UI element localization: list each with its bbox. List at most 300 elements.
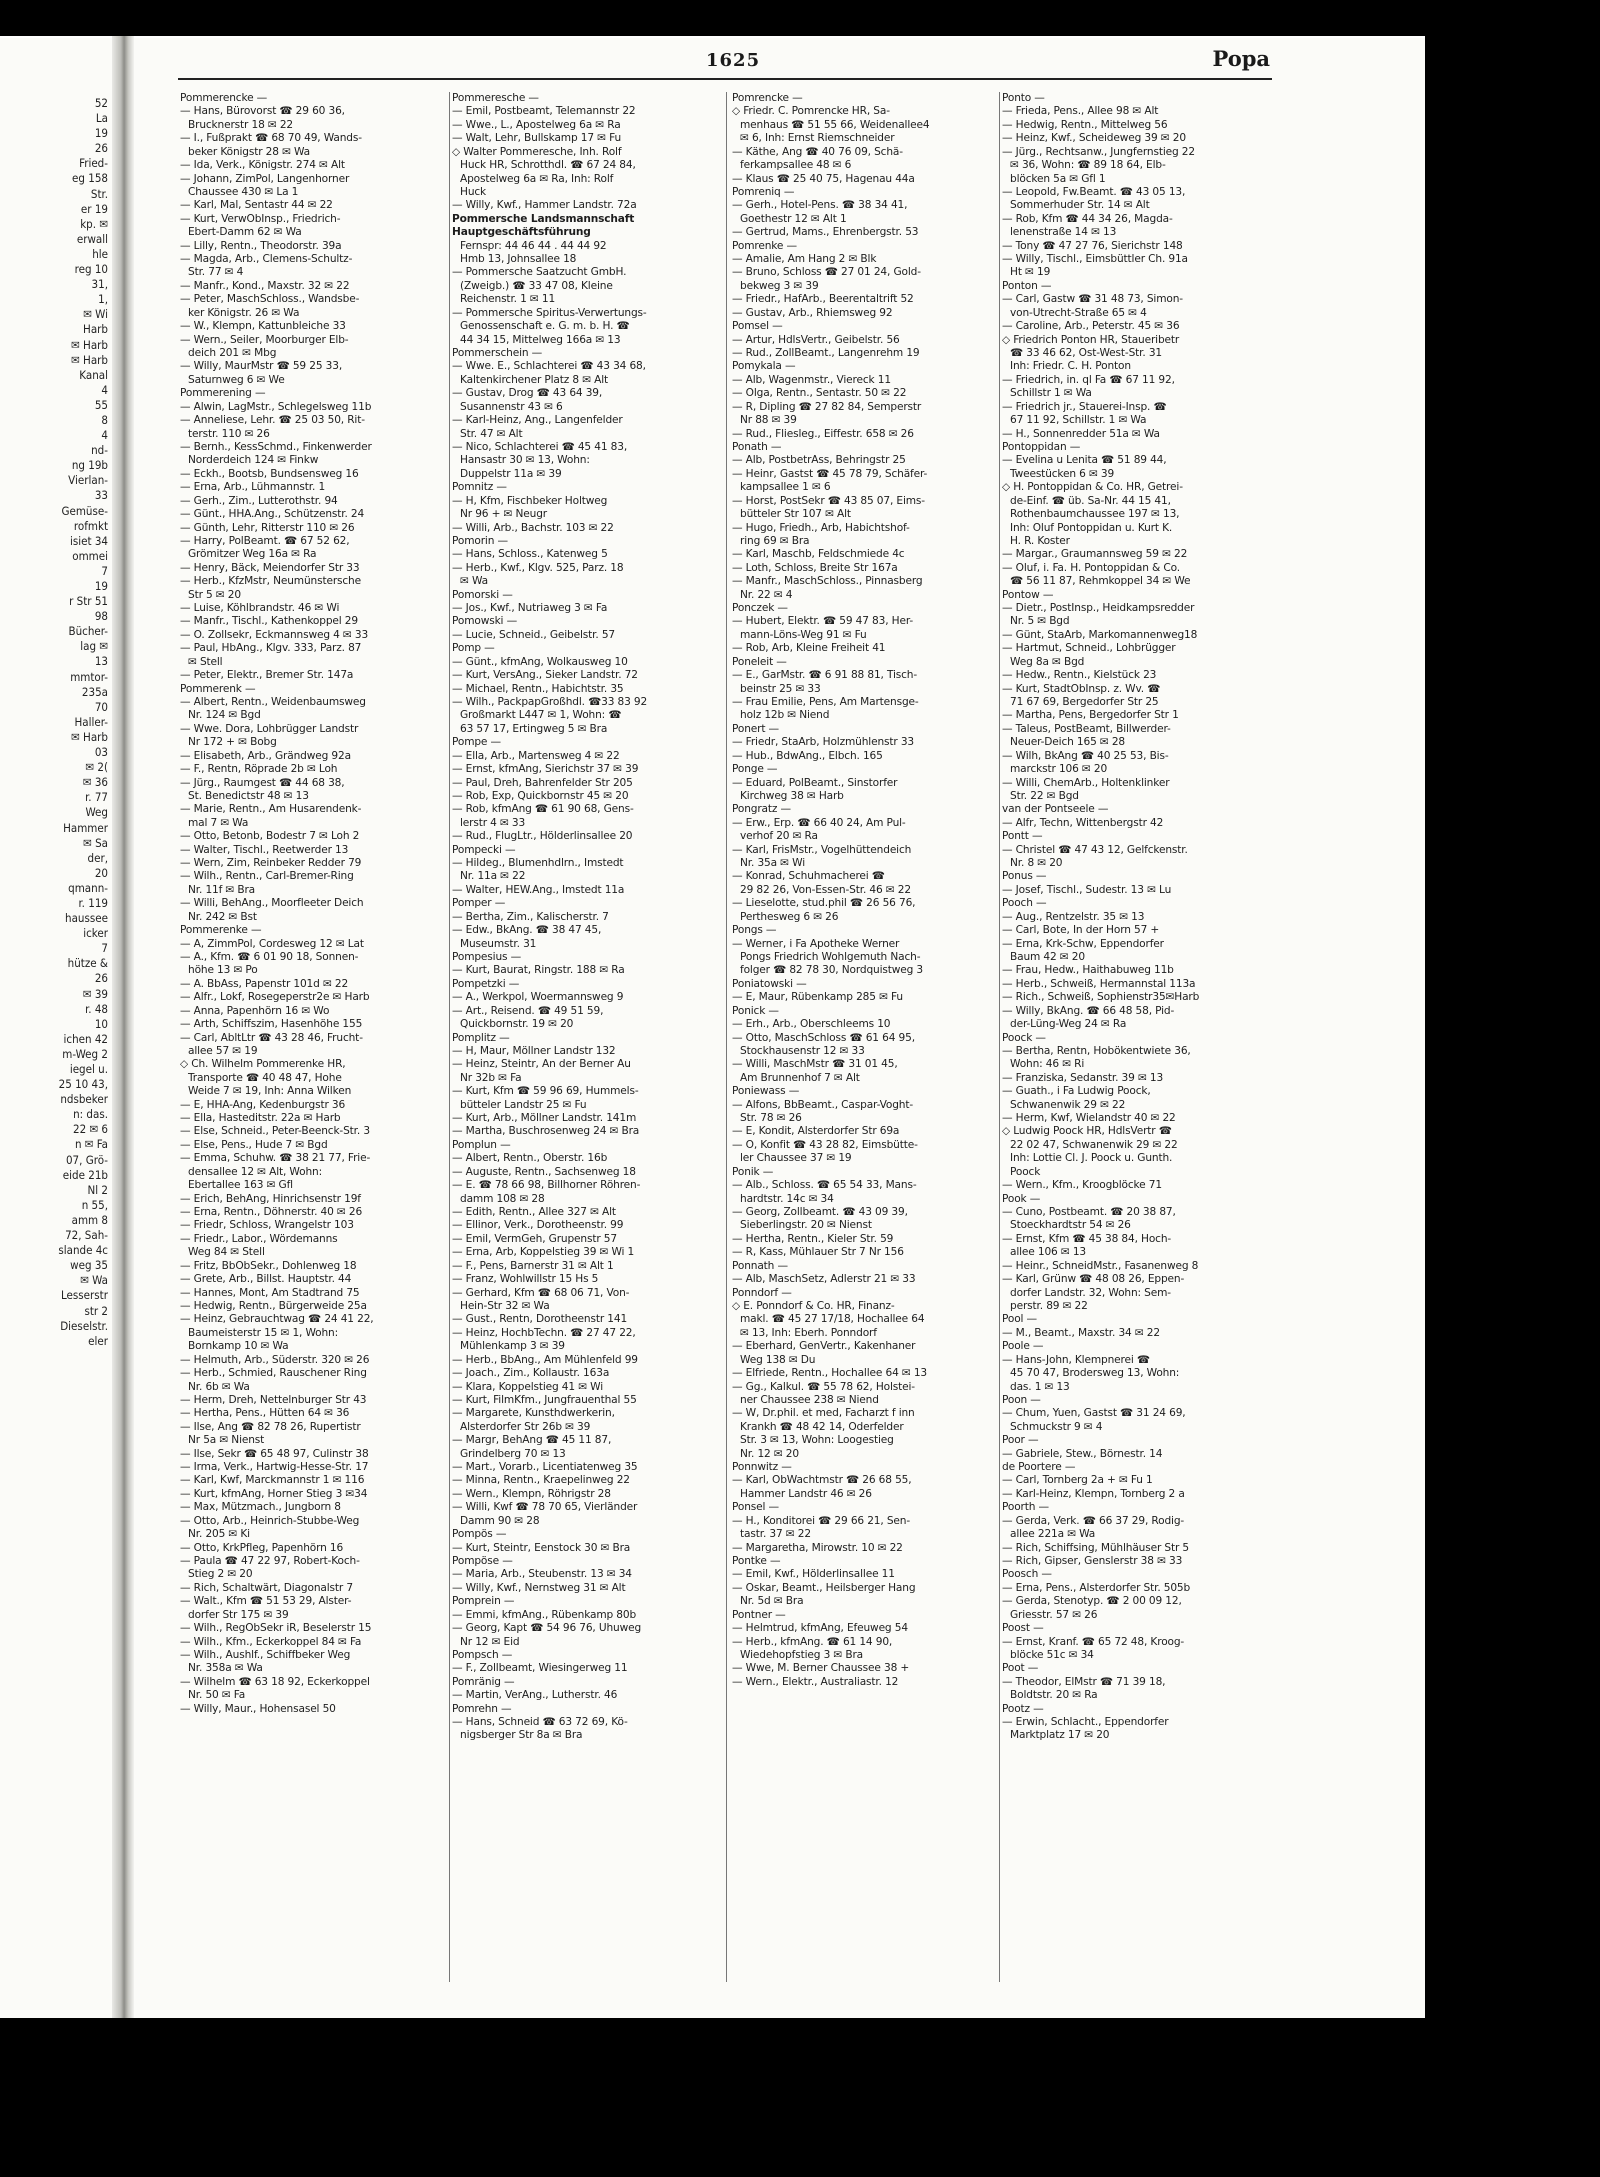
directory-entry-line: — Artur, HdlsVertr., Geibelstr. 56 [732, 333, 900, 346]
directory-entry-line: — Cuno, Postbeamt. ☎ 20 38 87, [1002, 1206, 1176, 1219]
directory-entry-line: — Otto, Arb., Heinrich-Stubbe-Weg [180, 1514, 360, 1527]
previous-page-fragment: ng 19b [71, 458, 108, 473]
surname-heading: Ponick — [732, 1004, 779, 1017]
directory-entry-line: Rothenbaumchaussee 197 ✉ 13, [1010, 508, 1180, 521]
directory-entry-line: — Marie, Rentn., Am Husarendenk- [180, 803, 362, 816]
directory-entry-line: — Karl, ObWachtmstr ☎ 26 68 55, [732, 1474, 912, 1487]
directory-entry-line: Schillstr 1 ✉ Wa [1010, 387, 1092, 400]
previous-page-fragment: Harb [83, 322, 108, 337]
directory-entry-line: Pongs Friedrich Wohlgemuth Nach- [740, 951, 921, 963]
directory-entry-line: Genossenschaft e. G. m. b. H. ☎ [460, 320, 630, 333]
previous-page-fragment: ommei [72, 548, 108, 563]
directory-entry-line: Pommersche Landsmannschaft [452, 212, 635, 225]
directory-entry-line: Inh: Lottie Cl. J. Poock u. Gunth. [1010, 1152, 1173, 1165]
previous-page-fragment: ✉ Harb [71, 337, 108, 352]
directory-entry-line: — Hertha, Rentn., Kieler Str. 59 [732, 1232, 894, 1245]
directory-entry-line: — Hans, Bürovorst ☎ 29 60 36, [180, 105, 345, 118]
directory-entry-line: — Otto, KrkPfleg, Papenhörn 16 [180, 1541, 344, 1554]
book-gutter [112, 36, 134, 2018]
directory-entry-line: — Fritz, BbObSekr., Dohlenweg 18 [180, 1259, 357, 1272]
previous-page-fragment: amm 8 [71, 1212, 108, 1227]
surname-heading: Poock — [1002, 1031, 1046, 1044]
directory-entry-line: — Werner, i Fa Apotheke Werner [732, 937, 900, 950]
directory-entry-line: — Eduard, PolBeamt., Sinstorfer [732, 776, 898, 789]
previous-page-fragment: 4 [101, 382, 108, 397]
directory-entry-line: — Theodor, ElMstr ☎ 71 39 18, [1002, 1675, 1166, 1688]
directory-entry-line: bütteler Str 107 ✉ Alt [740, 508, 851, 521]
previous-page-fragment: kp. ✉ [80, 216, 108, 231]
surname-heading: Pompe — [452, 736, 501, 749]
previous-page-fragment: 7 [101, 941, 108, 956]
directory-entry-line: — Eberhard, GenVertr., Kakenhaner [732, 1340, 916, 1353]
directory-entry-line: ◇ Friedr. C. Pomrencke HR, Sa- [732, 105, 890, 118]
directory-entry-line: — Kurt, Baurat, Ringstr. 188 ✉ Ra [452, 964, 625, 977]
previous-page-fragment: Dieselstr. [60, 1318, 108, 1333]
previous-page-fragment: hütze & [67, 956, 108, 971]
directory-entry-line: — A., Kfm. ☎ 6 01 90 18, Sonnen- [180, 951, 359, 963]
surname-heading: Pongratz — [732, 803, 791, 816]
directory-entry-line: terstr. 110 ✉ 26 [188, 427, 270, 440]
directory-entry-line: — I., Fußprakt ☎ 68 70 49, Wands- [180, 132, 362, 145]
directory-entry-line: ◇ Ch. Wilhelm Pommerenke HR, [180, 1058, 346, 1071]
directory-entry-line: — Günth, Lehr, Ritterstr 110 ✉ 26 [180, 521, 355, 534]
directory-entry-line: — W., Klempn, Kattunbleiche 33 [180, 320, 346, 333]
directory-entry-line: — Rob, Kfm ☎ 44 34 26, Magda- [1002, 212, 1173, 225]
directory-entry-line: — Kurt, VerwObInsp., Friedrich- [180, 212, 341, 225]
directory-entry-line: — Hans-John, Klempnerei ☎ [1002, 1353, 1150, 1366]
directory-entry-line: — Edw., BkAng. ☎ 38 47 45, [452, 924, 602, 937]
previous-page-fragment: 7 [101, 563, 108, 578]
directory-entry-line: — Margarete, Kunsthdwerkerin, [452, 1407, 615, 1420]
directory-entry-line: ner Chaussee 238 ✉ Niend [740, 1393, 879, 1406]
directory-entry-line: — Ida, Verk., Königstr. 274 ✉ Alt [180, 159, 345, 172]
directory-entry-line: — Alb, MaschSetz, Adlerstr 21 ✉ 33 [732, 1273, 916, 1286]
column-divider [999, 92, 1000, 1982]
surname-heading: Pompös — [452, 1528, 507, 1541]
previous-page-fragment: der, [87, 850, 108, 865]
directory-entry-line: — Willi, Arb., Bachstr. 103 ✉ 22 [452, 521, 614, 534]
directory-entry-line: — Erna, Rentn., Döhnerstr. 40 ✉ 26 [180, 1206, 363, 1219]
directory-entry-line: Inh: Oluf Pontoppidan u. Kurt K. [1010, 521, 1173, 534]
directory-entry-line: Hmb 13, Johnsallee 18 [460, 253, 577, 266]
directory-entry-line: Nr 172 + ✉ Bobg [188, 736, 277, 749]
surname-heading: Pool — [1002, 1313, 1037, 1326]
directory-entry-line: — Heinz, Steintr, An der Berner Au [452, 1058, 631, 1071]
previous-page-fragment: La [95, 111, 108, 126]
page-header [176, 46, 1270, 76]
directory-entry-line: — Carl, Tornberg 2a + ✉ Fu 1 [1002, 1474, 1153, 1487]
surname-heading: Ponus — [1002, 870, 1047, 883]
previous-page-fragment: 20 [94, 865, 108, 880]
surname-heading: Pompetzki — [452, 977, 520, 990]
directory-entry-line: — Karl-Heinz, Ang., Langenfelder [452, 414, 623, 427]
directory-entry-line: Transporte ☎ 40 48 47, Hohe [188, 1071, 342, 1084]
directory-entry-line: dorfer Landstr. 32, Wohn: Sem- [1010, 1286, 1171, 1299]
directory-entry-line: — Hedwig, Rentn., Bürgerweide 25a [180, 1299, 367, 1312]
directory-entry-line: Ht ✉ 19 [1010, 266, 1051, 279]
surname-heading: Poor — [1002, 1434, 1039, 1447]
surname-heading: Pompesius — [452, 951, 522, 963]
directory-entry-line: — Günt, StaArb, Markomannenweg18 [1002, 628, 1198, 641]
directory-entry-line: — Lieselotte, stud.phil ☎ 26 56 76, [732, 897, 916, 910]
surname-heading: Ponndorf — [732, 1286, 792, 1299]
surname-heading: Pongs — [732, 924, 777, 937]
previous-page-fragment: eide 21b [62, 1167, 108, 1182]
directory-entry-line: ✉ Wa [460, 575, 488, 588]
previous-page-fragment: 13 [94, 654, 108, 669]
directory-entry-line: Stoeckhardtstr 54 ✉ 26 [1010, 1219, 1131, 1232]
directory-entry-line: Norderdeich 124 ✉ Finkw [188, 454, 319, 467]
directory-entry-line: — Gertrud, Mams., Ehrenbergstr. 53 [732, 226, 919, 239]
previous-page-fragment: Weg [85, 805, 108, 820]
directory-entry-line: — Christel ☎ 47 43 12, Gelfckenstr. [1002, 843, 1188, 856]
directory-entry-line: — Franz, Wohlwillstr 15 Hs 5 [452, 1273, 599, 1286]
surname-heading: Pontow — [1002, 588, 1054, 601]
directory-entry-line: Hammer Landstr 46 ✉ 26 [740, 1487, 872, 1500]
directory-entry-line: — Rob, Exp, Quickbornstr 45 ✉ 20 [452, 789, 629, 802]
surname-heading: Pommerenke — [180, 924, 262, 937]
directory-entry-line: — Ilse, Sekr ☎ 65 48 97, Culinstr 38 [180, 1447, 369, 1460]
previous-page-fragment: 235a [81, 684, 108, 699]
directory-entry-line: Nr. 242 ✉ Bst [188, 910, 257, 923]
directory-entry-line: Weg 138 ✉ Du [740, 1353, 816, 1366]
directory-entry-line: Sieberlingstr. 20 ✉ Nienst [740, 1219, 872, 1232]
directory-entry-line: St. Benedictstr 48 ✉ 13 [188, 789, 309, 802]
directory-entry-line: — Paula ☎ 47 22 97, Robert-Koch- [180, 1554, 360, 1567]
surname-heading: Pompecki — [452, 843, 516, 856]
previous-page-fragment: qmann- [68, 880, 108, 895]
directory-entry-line: verhof 20 ✉ Ra [740, 830, 818, 843]
surname-heading: Pomper — [452, 897, 506, 910]
surname-heading: Pommerening — [180, 387, 266, 400]
directory-entry-line: Hauptgeschäftsführung [452, 226, 591, 239]
column-divider [726, 92, 727, 1982]
directory-entry-line: — Wilh., PackpapGroßhdl. ☎33 83 92 [452, 695, 648, 708]
directory-entry-line: Weide 7 ✉ 19, Inh: Anna Wilken [188, 1085, 352, 1098]
previous-page-fragment: weg 35 [70, 1258, 108, 1273]
surname-heading: Ponath — [732, 440, 782, 453]
directory-entry-line: — Frieda, Pens., Allee 98 ✉ Alt [1002, 105, 1159, 118]
directory-entry-line: — Emil, VermGeh, Grupenstr 57 [452, 1232, 617, 1245]
directory-entry-line: — E., GarMstr. ☎ 6 91 88 81, Tisch- [732, 669, 918, 682]
directory-entry-line: Bornkamp 10 ✉ Wa [188, 1340, 289, 1353]
previous-page-fragment: 26 [94, 971, 108, 986]
directory-entry-line: — Chum, Yuen, Gastst ☎ 31 24 69, [1002, 1407, 1186, 1420]
directory-entry-line: Baum 42 ✉ 20 [1010, 951, 1085, 963]
directory-entry-line: — Horst, PostSekr ☎ 43 85 07, Eims- [732, 494, 925, 507]
directory-entry-line: — Kurt, FilmKfm., Jungfrauenthal 55 [452, 1393, 637, 1406]
directory-entry-line: — Magda, Arb., Clemens-Schultz- [180, 253, 353, 266]
directory-entry-line: — Elisabeth, Arb., Grändweg 92a [180, 749, 351, 762]
directory-entry-line: Nr 5a ✉ Nienst [188, 1434, 265, 1447]
previous-page-fragment: Vierlan- [68, 473, 108, 488]
directory-entry-line: bütteler Landstr 25 ✉ Fu [460, 1098, 587, 1111]
directory-entry-line: ler Chaussee 37 ✉ 19 [740, 1152, 852, 1165]
directory-entry-line: Kaltenkirchener Platz 8 ✉ Alt [460, 373, 609, 386]
previous-page-fragment: eler [88, 1333, 108, 1348]
previous-page-fragment: Kanal [79, 367, 108, 382]
directory-entry-line: der-Lüng-Weg 24 ✉ Ra [1010, 1018, 1127, 1031]
previous-page-fragment: n ✉ Fa [74, 1137, 108, 1152]
directory-entry-line: Hansastr 30 ✉ 13, Wohn: [460, 454, 590, 467]
directory-entry-line: — Rich, Gipser, Genslerstr 38 ✉ 33 [1002, 1554, 1183, 1567]
previous-page-fragment: 07, Grö- [65, 1152, 108, 1167]
directory-entry-line: — Jürg., Rechtsanw., Jungfernstieg 22 [1002, 145, 1195, 158]
directory-entry-line: — Kurt, StadtObInsp. z. Wv. ☎ [1002, 682, 1161, 695]
directory-entry-line: ◇ Ludwig Poock HR, HdlsVertr ☎ [1002, 1125, 1172, 1138]
directory-entry-line: Schmuckstr 9 ✉ 4 [1010, 1420, 1103, 1433]
directory-entry-line: Kirchweg 38 ✉ Harb [740, 789, 844, 802]
directory-entry-line: — Ernst, Kfm ☎ 45 38 84, Hoch- [1002, 1232, 1172, 1245]
directory-entry-line: — Rob, Arb, Kleine Freiheit 41 [732, 642, 886, 655]
directory-entry-line: Str. 3 ✉ 13, Wohn: Loogestieg [740, 1434, 894, 1447]
directory-entry-line: — Wern., Seiler, Moorburger Elb- [180, 333, 349, 346]
directory-entry-line: — Gerhard, Kfm ☎ 68 06 71, Von- [452, 1286, 630, 1299]
directory-entry-line: — Gerda, Verk. ☎ 66 37 29, Rodig- [1002, 1514, 1185, 1527]
surname-heading: van der Pontseele — [1002, 803, 1109, 816]
directory-entry-line: Grömitzer Weg 16a ✉ Ra [188, 548, 317, 561]
directory-entry-line: — Wwe. Dora, Lohbrügger Landstr [180, 722, 359, 735]
directory-entry-line: Fernspr: 44 46 44 . 44 44 92 [460, 239, 607, 252]
previous-page-fragment: nd- [91, 443, 108, 458]
directory-entry-line: ◇ Friedrich Ponton HR, Staueribetr [1002, 333, 1180, 346]
directory-entry-line: — E, Kondit, Alsterdorfer Str 69a [732, 1125, 900, 1138]
directory-entry-line: — Hertha, Pens., Hütten 64 ✉ 36 [180, 1407, 350, 1420]
directory-entry-line: Stieg 2 ✉ 20 [188, 1568, 253, 1581]
directory-entry-line: Wohn: 46 ✉ Ri [1010, 1058, 1085, 1071]
directory-entry-line: höhe 13 ✉ Po [188, 964, 258, 977]
directory-entry-line: — Dietr., PostInsp., Heidkampsredder [1002, 602, 1195, 615]
directory-entry-line: ◇ H. Pontoppidan & Co. HR, Getrei- [1002, 481, 1183, 494]
directory-entry-line: Perthesweg 6 ✉ 26 [740, 910, 839, 923]
directory-entry-line: — Minna, Rentn., Kraepelinweg 22 [452, 1474, 630, 1487]
previous-page-fragment: erwall [76, 231, 108, 246]
directory-entry-line: hardtstr. 14c ✉ 34 [740, 1192, 834, 1205]
directory-entry-line: Nr. 358a ✉ Wa [188, 1662, 263, 1675]
surname-heading: Pontner — [732, 1608, 786, 1621]
directory-entry-line: — Hedw., Rentn., Kielstück 23 [1002, 669, 1157, 682]
directory-entry-line: — Kurt, Steintr, Eenstock 30 ✉ Bra [452, 1541, 631, 1554]
directory-entry-line: — Karl, Maschb, Feldschmiede 4c [732, 548, 905, 561]
previous-page-fragment: ✉ 2( [85, 760, 108, 775]
directory-entry-line: nigsberger Str 8a ✉ Bra [460, 1729, 583, 1742]
previous-page-fragment: icker [83, 926, 108, 941]
directory-entry-line: — Pommersche Saatzucht GmbH. [452, 266, 627, 279]
previous-page-fragment: Lesserstr [60, 1288, 108, 1303]
directory-entry-line: — Maria, Arb., Steubenstr. 13 ✉ 34 [452, 1568, 632, 1581]
previous-page-fragment: r. 77 [85, 790, 108, 805]
directory-entry-line: blöcke 51c ✉ 34 [1010, 1648, 1094, 1661]
directory-entry-line: — Erna, Krk-Schw, Eppendorfer [1002, 937, 1164, 950]
directory-entry-line: — A., Werkpol, Woermannsweg 9 [452, 991, 624, 1004]
surname-heading: Ponton — [1002, 279, 1052, 292]
directory-entry-line: — Henry, Bäck, Meiendorfer Str 33 [180, 561, 360, 574]
surname-heading: Pomrehn — [452, 1702, 512, 1715]
directory-entry-line: — F., Rentn, Röprade 2b ✉ Loh [180, 763, 338, 776]
surname-heading: Pomorin — [452, 534, 508, 547]
directory-entry-line: Grindelberg 70 ✉ 13 [460, 1447, 566, 1460]
directory-entry-line: — Alwin, LagMstr., Schlegelsweg 11b [180, 400, 372, 413]
directory-entry-line: — Margr, BehAng ☎ 45 11 87, [452, 1434, 612, 1447]
previous-page-fragment: Str. [90, 186, 108, 201]
directory-entry-line: — Friedrich jr., Stauerei-Insp. ☎ [1002, 400, 1167, 413]
directory-entry-line: — Erwin, Schlacht., Eppendorfer [1002, 1716, 1169, 1729]
directory-entry-line: — Leopold, Fw.Beamt. ☎ 43 05 13, [1002, 185, 1186, 198]
directory-entry-line: Nr. 124 ✉ Bgd [188, 709, 261, 722]
directory-entry-line: ✉ 36, Wohn: ☎ 89 18 64, Elb- [1010, 159, 1166, 172]
previous-page-fragment: Hammer [63, 820, 108, 835]
directory-entry-line: — Carl, Bote, In der Horn 57 + [1002, 924, 1160, 937]
directory-entry-line: — Hartmut, Schneid., Lohbrügger [1002, 642, 1176, 655]
directory-entry-line: — Margar., Graumannsweg 59 ✉ 22 [1002, 548, 1188, 561]
directory-entry-line: — Hildeg., Blumenhdlrn., Imstedt [452, 857, 624, 870]
directory-entry-line: — Heinr., SchneidMstr., Fasanenweg 8 [1002, 1259, 1199, 1272]
directory-column-2 [452, 92, 718, 1743]
directory-entry-line: Nr. 5 ✉ Bgd [1010, 615, 1070, 628]
directory-entry-line: — Hugo, Friedh., Arb, Habichtshof- [732, 521, 910, 534]
directory-entry-line: allee 221a ✉ Wa [1010, 1528, 1096, 1541]
running-head: Popa [1212, 46, 1270, 71]
surname-heading: Ponsel — [732, 1501, 779, 1514]
directory-entry-line: Weg 8a ✉ Bgd [1010, 655, 1085, 668]
directory-entry-line: — Gg., Kalkul. ☎ 55 78 62, Holstei- [732, 1380, 915, 1393]
directory-entry-line: Str. 77 ✉ 4 [188, 266, 244, 279]
directory-entry-line: bekweg 3 ✉ 39 [740, 279, 819, 292]
previous-page-fragment: isiet 34 [69, 533, 108, 548]
directory-entry-line: — Herb., Schweiß, Hermannstal 113a [1002, 977, 1196, 990]
directory-entry-line: — Amalie, Am Hang 2 ✉ Blk [732, 253, 877, 266]
surname-heading: Poorth — [1002, 1501, 1049, 1514]
directory-entry-line: — Herb., Schmied, Rauschener Ring [180, 1367, 367, 1380]
directory-entry-line: — Willi, ChemArb., Holtenklinker [1002, 776, 1170, 789]
directory-entry-line: — Herb., BbAng., Am Mühlenfeld 99 [452, 1353, 638, 1366]
directory-entry-line: — Margaretha, Mirowstr. 10 ✉ 22 [732, 1541, 903, 1554]
directory-entry-line: — Ilse, Ang ☎ 82 78 26, Rupertistr [180, 1420, 361, 1433]
surname-heading: Pomp — [452, 642, 495, 655]
directory-entry-line: — Art., Reisend. ☎ 49 51 59, [452, 1004, 604, 1017]
surname-heading: Pomnitz — [452, 481, 507, 494]
directory-entry-line: dorfer Str 175 ✉ 39 [188, 1608, 289, 1621]
directory-entry-line: Sommerhuder Str. 14 ✉ Alt [1010, 199, 1150, 212]
directory-entry-line: kampsallee 1 ✉ 6 [740, 481, 831, 494]
directory-entry-line: — Hubert, Elektr. ☎ 59 47 83, Her- [732, 615, 914, 628]
previous-page-fragment: Fried- [79, 156, 108, 171]
scan-top-border [0, 0, 1600, 36]
directory-entry-line: Huck HR, Schrotthdl. ☎ 67 24 84, [460, 159, 636, 172]
directory-entry-line: — Friedr, Schloss, Wrangelstr 103 [180, 1219, 354, 1232]
previous-page-fragment: 31, [91, 277, 108, 292]
previous-page-fragment: ✉ 36 [82, 775, 108, 790]
directory-entry-line: holz 12b ✉ Niend [740, 709, 830, 722]
surname-heading: de Poortere — [1002, 1461, 1076, 1474]
directory-entry-line: Chaussee 430 ✉ La 1 [188, 185, 299, 198]
directory-entry-line: ✉ 6, Inh: Ernst Riemschneider [740, 132, 895, 145]
surname-heading: Pontt — [1002, 830, 1043, 843]
directory-entry-line: Poock [1010, 1165, 1041, 1178]
directory-entry-line: Str. 22 ✉ Bgd [1010, 789, 1079, 802]
directory-entry-line: — Gustav, Drog ☎ 43 64 39, [452, 387, 603, 400]
directory-column-1 [180, 92, 446, 1716]
directory-entry-line: — Manfr., Kond., Maxstr. 32 ✉ 22 [180, 279, 350, 292]
directory-entry-line: — Friedrich, in. ql Fa ☎ 67 11 92, [1002, 373, 1175, 386]
directory-entry-line: — Willy, Kwf., Nernstweg 31 ✉ Alt [452, 1581, 626, 1594]
previous-page-fragment: hle [92, 246, 108, 261]
directory-entry-line: — O, Konfit ☎ 43 28 82, Eimsbütte- [732, 1138, 918, 1151]
directory-entry-line: — Franziska, Sedanstr. 39 ✉ 13 [1002, 1071, 1164, 1084]
directory-entry-line: Nr 88 ✉ 39 [740, 414, 797, 427]
directory-entry-line: — E, Maur, Rübenkamp 285 ✉ Fu [732, 991, 903, 1004]
directory-entry-line: 29 82 26, Von-Essen-Str. 46 ✉ 22 [740, 883, 911, 896]
directory-entry-line: — Friedr, StaArb, Holzmühlenstr 33 [732, 736, 914, 749]
directory-entry-line: Weg 84 ✉ Stell [188, 1246, 265, 1259]
surname-heading: Poot — [1002, 1662, 1039, 1675]
directory-entry-line: Damm 90 ✉ 28 [460, 1514, 540, 1527]
directory-entry-line: — Georg, Zollbeamt. ☎ 43 09 39, [732, 1206, 908, 1219]
directory-entry-line: — Martin, VerAng., Lutherstr. 46 [452, 1689, 618, 1702]
directory-entry-line: — Herm, Kwf, Wielandstr 40 ✉ 22 [1002, 1112, 1176, 1125]
directory-entry-line: — Paul, Dreh, Bahrenfelder Str 205 [452, 776, 633, 789]
directory-entry-line: — E, HHA-Ang, Kedenburgstr 36 [180, 1098, 346, 1111]
directory-entry-line: — Rich, Schiffsing, Mühlhäuser Str 5 [1002, 1541, 1189, 1554]
directory-entry-line: — Taleus, PostBeamt, Billwerder- [1002, 722, 1171, 735]
directory-entry-line: — Oskar, Beamt., Heilsberger Hang [732, 1581, 916, 1594]
previous-page-fragment: 70 [94, 699, 108, 714]
directory-entry-line: tastr. 37 ✉ 22 [740, 1528, 811, 1541]
directory-entry-line: Griesstr. 57 ✉ 26 [1010, 1608, 1098, 1621]
directory-entry-line: — Martha, Buschrosenweg 24 ✉ Bra [452, 1125, 640, 1138]
directory-entry-line: — Friedr., HafArb., Beerentaltrift 52 [732, 293, 914, 306]
directory-entry-line: allee 57 ✉ 19 [188, 1044, 258, 1057]
directory-entry-line: — Pommersche Spiritus-Verwertungs- [452, 306, 647, 319]
directory-entry-line: — Heinz, Kwf., Scheideweg 39 ✉ 20 [1002, 132, 1186, 145]
directory-entry-line: — Auguste, Rentn., Sachsenweg 18 [452, 1165, 636, 1178]
directory-entry-line: — Nico, Schlachterei ☎ 45 41 83, [452, 440, 628, 453]
directory-entry-line: — H., Konditorei ☎ 29 66 21, Sen- [732, 1514, 911, 1527]
directory-entry-line: folger ☎ 82 78 30, Nordquistweg 3 [740, 964, 924, 977]
directory-entry-line: — Kurt, Kfm ☎ 59 96 69, Hummels- [452, 1085, 639, 1098]
previous-page-fragment: mmtor- [70, 669, 108, 684]
directory-entry-line: Nr. 8 ✉ 20 [1010, 857, 1063, 870]
directory-entry-line: Quickbornstr. 19 ✉ 20 [460, 1018, 574, 1031]
surname-heading: Pooch — [1002, 897, 1047, 910]
directory-entry-line: — Luise, Köhlbrandstr. 46 ✉ Wi [180, 602, 340, 615]
previous-page-fragment: r. 48 [85, 1001, 108, 1016]
directory-entry-line: ✉ Stell [188, 655, 223, 668]
previous-page-fragment: 55 [94, 397, 108, 412]
previous-page-fragment: reg 10 [74, 262, 108, 277]
directory-entry-line: 63 57 17, Ertingweg 5 ✉ Bra [460, 722, 608, 735]
directory-entry-line: — Gustav, Arb., Rhiemsweg 92 [732, 306, 893, 319]
directory-entry-line: — Wilh., Aushlf., Schiffbeker Weg [180, 1648, 351, 1661]
directory-entry-line: — Jos., Kwf., Nutriaweg 3 ✉ Fa [452, 602, 608, 615]
directory-entry-line: — H, Kfm, Fischbeker Holtweg [452, 494, 608, 507]
directory-entry-line: — Willi, BehAng., Moorfleeter Deich [180, 897, 364, 910]
directory-entry-line: — Alb, PostbetrAss, Behringstr 25 [732, 454, 906, 467]
directory-entry-line: — A, ZimmPol, Cordesweg 12 ✉ Lat [180, 937, 364, 950]
directory-entry-line: — Helmuth, Arb., Süderstr. 320 ✉ 26 [180, 1353, 370, 1366]
directory-entry-line: Hein-Str 32 ✉ Wa [460, 1299, 550, 1312]
directory-entry-line: — Albert, Rentn., Oberstr. 16b [452, 1152, 608, 1165]
directory-entry-line: — Ella, Arb., Martensweg 4 ✉ 22 [452, 749, 620, 762]
directory-entry-line: — Anneliese, Lehr. ☎ 25 03 50, Rit- [180, 414, 365, 427]
directory-entry-line: — Frau Emilie, Pens, Am Martensge- [732, 695, 919, 708]
directory-entry-line: Mühlenkamp 3 ✉ 39 [460, 1340, 565, 1353]
directory-entry-line: — Friedr., Labor., Wördemanns [180, 1232, 338, 1245]
directory-entry-line: Neuer-Deich 165 ✉ 28 [1010, 736, 1126, 749]
surname-heading: Pootz — [1002, 1702, 1044, 1715]
previous-page-fragment: 10 [94, 1016, 108, 1031]
directory-entry-line: — Manfr., MaschSchloss., Pinnasberg [732, 575, 923, 588]
